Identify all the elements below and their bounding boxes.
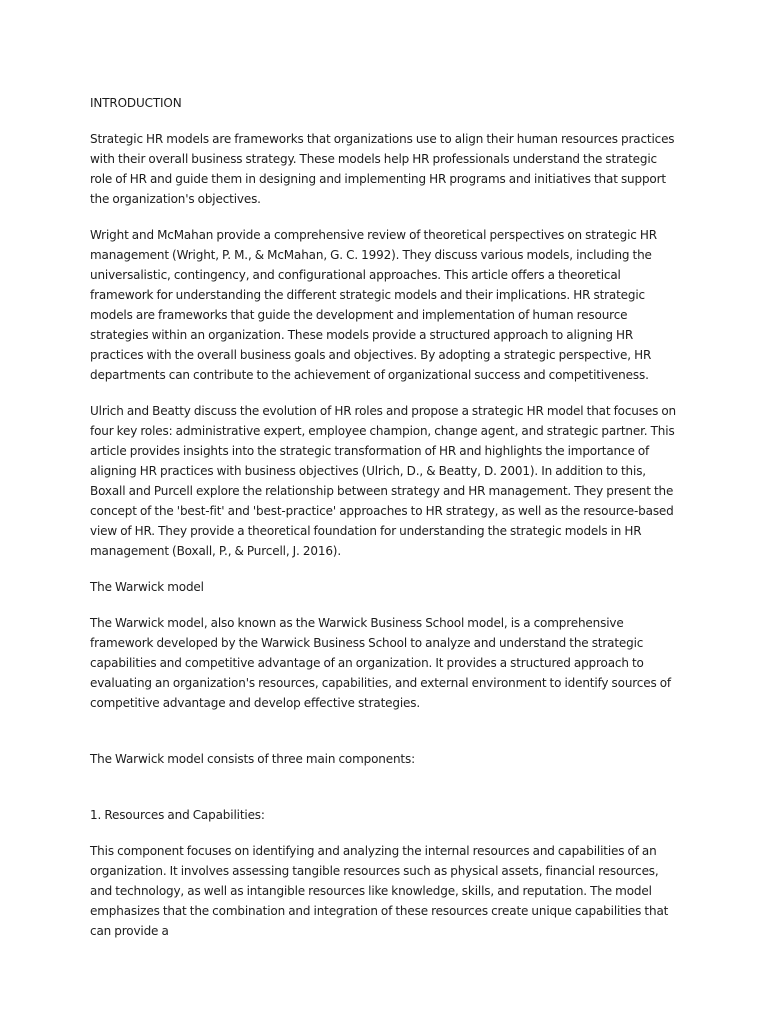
paragraph-intro: Strategic HR models are frameworks that organizations use to align their human resources practices with their overall business strategy. These models help HR professionals understand the strategic role of HR and guide them in designing and implementing HR programs and initiatives that support the organization's objectives. [90, 132, 675, 206]
paragraph-ulrich-beatty: Ulrich and Beatty discuss the evolution of HR roles and propose a strategic HR model that focuses on four key roles: administrative expert, employee champion, change agent, and strategic partner. This article provides insights into the strategic transformation of HR and highlights the importance of aligning HR practices with business objectives (Ulrich, D., & Beatty, D. 2001). In addition to this, Boxall and Purcell explore the relationship between strategy and HR management. They present the concept of the 'best-fit' and 'best-practice' approaches to HR strategy, as well as the resource-based view of HR. They provide a theoretical foundation for understanding the strategic models in HR management (Boxall, P., & Purcell, J. 2016). [90, 404, 676, 558]
document-body [90, 93, 682, 957]
paragraph-warwick: The Warwick model, also known as the Warwick Business School model, is a comprehensive framework developed by the Warwick Business School to analyze and understand the strategic capabilities and competitive advantage of an organization. It provides a structured approach to evaluating an organization's resources, capabilities, and external environment to identify sources of competitive advantage and develop effective strategies. [90, 616, 672, 710]
paragraph-wright-mcmahan: Wright and McMahan provide a comprehensive review of theoretical perspectives on strategic HR management (Wright, P. M., & McMahan, G. C. 1992). They discuss various models, including the universalistic, contingency, and configurational approaches. This article offers a theoretical framework for understanding the different strategic models and their implications. HR strategic models are frameworks that guide the development and implementation of human resource strategies within an organization. These models provide a structured approach to aligning HR practices with the overall business goals and objectives. By adopting a strategic perspective, HR departments can contribute to the achievement of organizational success and competitiveness. [90, 228, 657, 382]
document-heading: INTRODUCTION [90, 96, 182, 110]
paragraph-component-1: This component focuses on identifying and analyzing the internal resources and capabilities of an organization. It involves assessing tangible resources such as physical assets, financial resources, and technology, as well as intangible resources like knowledge, skills, and reputation. The model emphasizes that the combination and integration of these resources create unique capabilities that can provide a [90, 844, 669, 938]
warwick-heading: The Warwick model [90, 580, 204, 594]
component-1-heading: 1. Resources and Capabilities: [90, 808, 265, 822]
components-intro: The Warwick model consists of three main components: [90, 752, 415, 766]
